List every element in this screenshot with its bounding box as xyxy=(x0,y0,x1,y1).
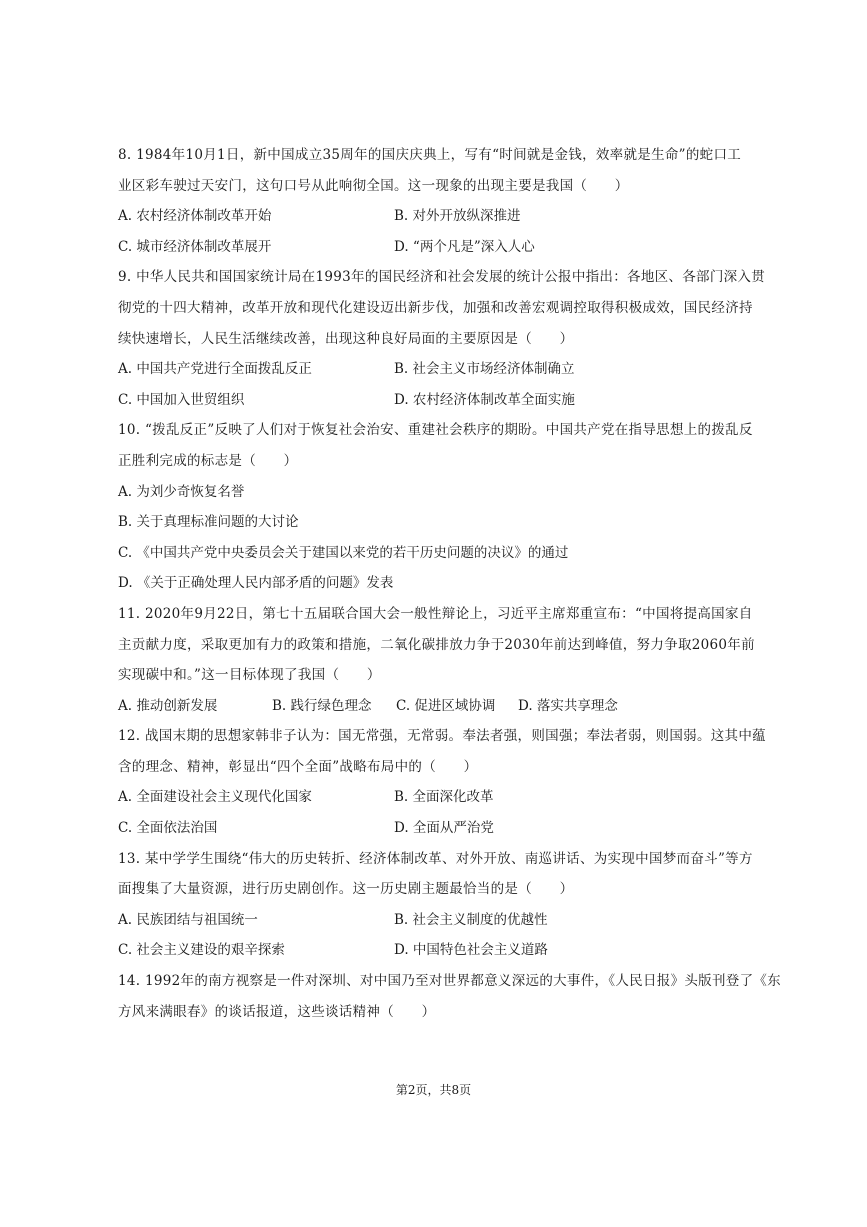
question-text-line: 8. 1984年10月1日，新中国成立35周年的国庆庆典上，写有“时间就是金钱，效率就是生命”的蛇口工 xyxy=(118,147,742,163)
question-text-line: 业区彩车驶过天安门，这句口号从此响彻全国。这一现象的出现主要是我国（ ） xyxy=(118,177,629,194)
option-a[interactable]: A. 民族团结与祖国统一 xyxy=(118,911,258,928)
question-10 xyxy=(118,415,758,599)
question-text-line: 实现碳中和。”这一目标体现了我国（ ） xyxy=(118,667,381,684)
option-c[interactable]: C. 全面依法治国 xyxy=(118,820,218,837)
option-row xyxy=(118,782,758,813)
question-text-line: 彻党的十四大精神，改革开放和现代化建设迈出新步伐，加强和改善宏观调控取得积极成效，国民经济持 xyxy=(118,299,753,316)
option-a[interactable]: A. 农村经济体制改革开始 xyxy=(118,208,272,225)
option-row xyxy=(118,201,758,232)
question-text-line: 面搜集了大量资源，进行历史剧创作。这一历史剧主题最恰当的是（ ） xyxy=(118,881,574,898)
option-row xyxy=(118,905,758,936)
option-a[interactable]: A. 推动创新发展 xyxy=(118,697,218,714)
option-row xyxy=(118,232,758,263)
option-a[interactable]: A. 全面建设社会主义现代化国家 xyxy=(118,789,312,806)
option-b[interactable]: B. 践行绿色理念 xyxy=(272,697,372,714)
question-13 xyxy=(118,844,758,966)
page-number-footer: 第2页，共8页 xyxy=(395,1083,472,1097)
question-text-line: 续快速增长，人民生活继续改善，出现这种良好局面的主要原因是（ ） xyxy=(118,330,574,347)
option-d[interactable]: D. 中国特色社会主义道路 xyxy=(394,942,548,959)
question-text-line: 13. 某中学学生围绕“伟大的历史转折、经济体制改革、对外开放、南巡讲话、为实现中国梦而奋斗”等方 xyxy=(118,850,753,867)
option-b[interactable]: B. 对外开放纵深推进 xyxy=(394,208,521,225)
question-list xyxy=(118,140,781,1027)
question-text-line: 含的理念、精神，彰显出“四个全面”战略布局中的（ ） xyxy=(118,758,478,775)
option-d[interactable]: D. 《关于正确处理人民内部矛盾的问题》发表 xyxy=(118,575,394,592)
option-b[interactable]: B. 全面深化改革 xyxy=(394,789,494,806)
option-b[interactable]: B. 关于真理标准问题的大讨论 xyxy=(118,514,299,531)
question-text-line: 10. “拨乱反正”反映了人们对于恢复社会治安、重建社会秩序的期盼。中国共产党在指导思想上的拨乱反 xyxy=(118,422,753,439)
option-row xyxy=(118,354,758,385)
question-text-line: 11. 2020年9月22日，第七十五届联合国大会一般性辩论上，习近平主席郑重宣布：“中国将提高国家自 xyxy=(118,605,753,622)
question-text-line: 12. 战国末期的思想家韩非子认为：国无常强，无常弱。奉法者强，则国强；奉法者弱，则国弱。这其中蕴 xyxy=(118,728,766,745)
question-8 xyxy=(118,140,758,262)
question-12 xyxy=(118,721,766,843)
question-11 xyxy=(118,599,758,721)
option-d[interactable]: D. 农村经济体制改革全面实施 xyxy=(394,391,575,408)
option-d[interactable]: D. “两个凡是”深入人心 xyxy=(394,238,535,255)
option-b[interactable]: B. 社会主义制度的优越性 xyxy=(394,911,548,928)
option-a[interactable]: A. 中国共产党进行全面拨乱反正 xyxy=(118,361,312,378)
option-row xyxy=(118,385,758,416)
option-c[interactable]: C. 促进区域协调 xyxy=(396,697,496,714)
option-b[interactable]: B. 社会主义市场经济体制确立 xyxy=(394,361,575,378)
question-9 xyxy=(118,262,766,415)
option-c[interactable]: C. 城市经济体制改革展开 xyxy=(118,238,272,255)
question-14 xyxy=(118,966,781,1027)
question-text-line: 14. 1992年的南方视察是一件对深圳、对中国乃至对世界都意义深远的大事件，《人民日报》头版刊登了《东 xyxy=(118,973,781,990)
option-c[interactable]: C. 《中国共产党中央委员会关于建国以来党的若干历史问题的决议》的通过 xyxy=(118,544,569,561)
option-c[interactable]: C. 社会主义建设的艰辛探索 xyxy=(118,942,285,959)
option-row xyxy=(118,935,758,966)
question-text-line: 正胜利完成的标志是（ ） xyxy=(118,452,298,469)
question-text-line: 方风来满眼春》的谈话报道，这些谈话精神（ ） xyxy=(118,1003,436,1020)
option-d[interactable]: D. 全面从严治党 xyxy=(394,820,494,837)
option-d[interactable]: D. 落实共享理念 xyxy=(518,697,618,714)
option-a[interactable]: A. 为刘少奇恢复名誉 xyxy=(118,483,245,500)
option-row xyxy=(118,691,758,722)
question-text-line: 9. 中华人民共和国国家统计局在1993年的国民经济和社会发展的统计公报中指出：各地区、各部门深入贯 xyxy=(118,269,766,286)
option-row xyxy=(118,813,758,844)
question-text-line: 主贡献力度，采取更加有力的政策和措施，二氧化碳排放力争于2030年前达到峰值，努力争取2060年前 xyxy=(118,636,755,653)
option-c[interactable]: C. 中国加入世贸组织 xyxy=(118,391,245,408)
